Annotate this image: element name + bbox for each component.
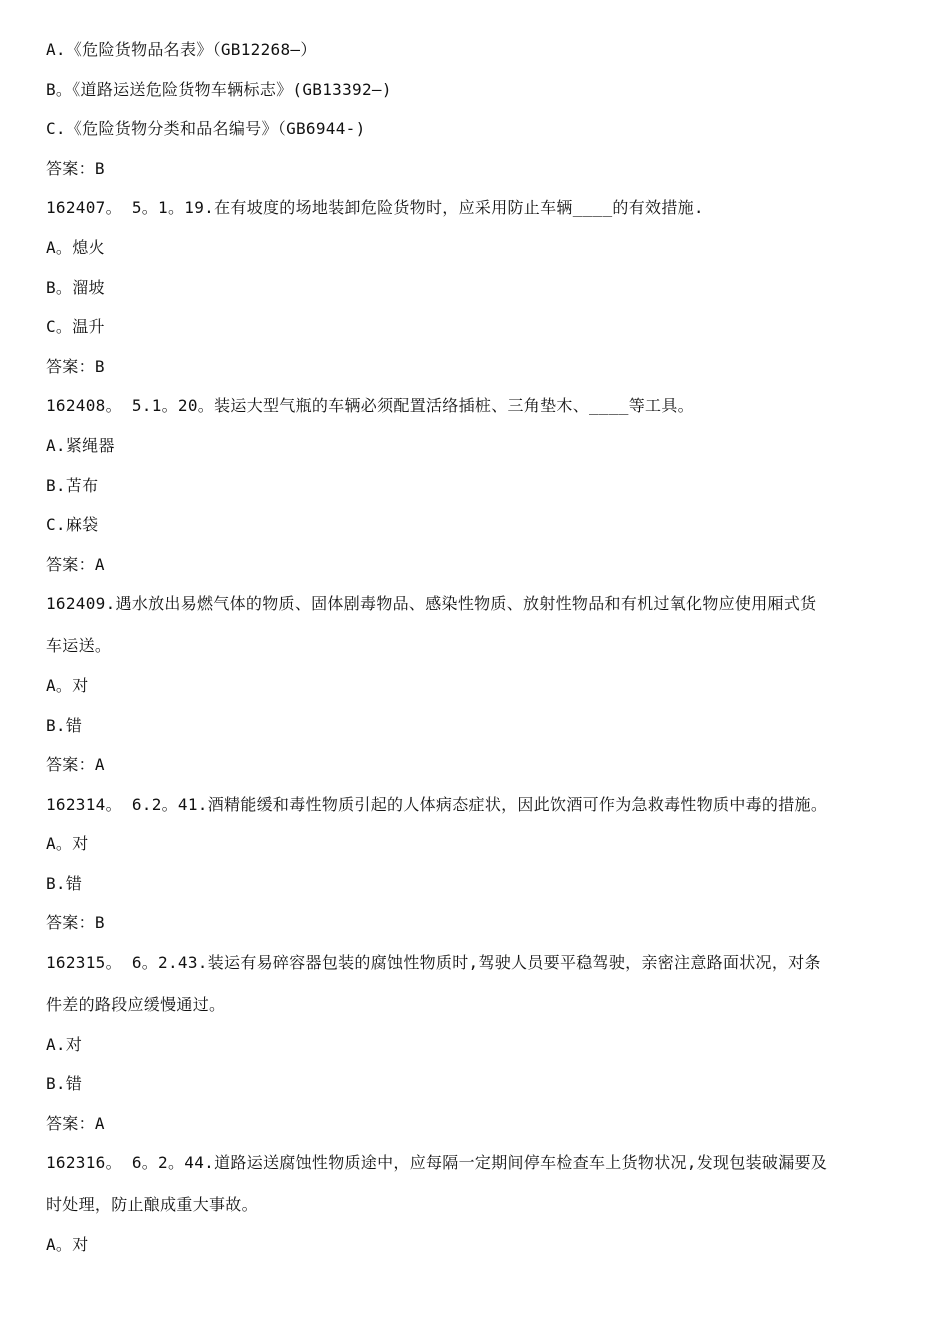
answer-line: 答案：A — [46, 755, 105, 775]
answer-line: 答案：B — [46, 158, 105, 178]
document-page — [46, 38, 904, 1273]
option-a-line: A。对 — [46, 1235, 89, 1255]
option-b-line: B.错 — [46, 873, 83, 893]
option-b-line: B。《道路运送危险货物车辆标志》(GB13392—) — [46, 79, 392, 99]
option-a-line: A.《危险货物品名表》（GB12268—） — [46, 40, 317, 59]
answer-line: 答案：B — [46, 913, 105, 933]
option-a-line: A。对 — [46, 834, 89, 854]
option-c-line: C。温升 — [46, 317, 105, 337]
question-text-line-1: 162315。 6。2.43.装运有易碎容器包装的腐蚀性物质时,驾驶人员要平稳驾驶，亲密注意路面状况，对条 — [46, 953, 821, 973]
answer-line: 答案：B — [46, 356, 105, 376]
option-a-line: A.紧绳器 — [46, 435, 115, 455]
option-a-line: A.对 — [46, 1034, 83, 1054]
answer-line: 答案：A — [46, 1113, 105, 1133]
question-162315 — [46, 951, 904, 1017]
question-text-line-1: 162409.遇水放出易燃气体的物质、固体剧毒物品、感染性物质、放射性物品和有机过氧化物应使用厢式货 — [46, 594, 817, 614]
question-162409 — [46, 592, 904, 658]
option-a-line: A。对 — [46, 675, 89, 695]
question-text-line-2: 时处理，防止酿成重大事故。 — [46, 1195, 258, 1215]
question-162314: 162314。 6.2。41.酒精能缓和毒性物质引起的人体病态症状，因此饮酒可作为急救毒性物质中毒的措施。 — [46, 794, 828, 814]
option-b-line: B.苫布 — [46, 475, 99, 495]
question-162407: 162407。 5。1。19.在有坡度的场地装卸危险货物时，应采用防止车辆____的有效措施. — [46, 198, 704, 218]
option-c-line: C.麻袋 — [46, 515, 99, 535]
option-b-line: B。溜坡 — [46, 277, 105, 297]
question-text-line-1: 162316。 6。2。44.道路运送腐蚀性物质途中，应每隔一定期间停车检查车上货物状况,发现包装破漏要及 — [46, 1153, 828, 1173]
option-b-line: B.错 — [46, 1074, 83, 1094]
question-162316 — [46, 1151, 904, 1217]
question-162408: 162408。 5.1。20。装运大型气瓶的车辆必须配置活络插桩、三角垫木、____等工具。 — [46, 396, 694, 416]
option-b-line: B.错 — [46, 715, 83, 735]
option-c-line: C.《危险货物分类和品名编号》（GB6944-) — [46, 119, 366, 139]
question-text-line-2: 车运送。 — [46, 636, 112, 656]
answer-line: 答案：A — [46, 554, 105, 574]
question-text-line-2: 件差的路段应缓慢通过。 — [46, 995, 226, 1015]
option-a-line: A。熄火 — [46, 237, 105, 257]
